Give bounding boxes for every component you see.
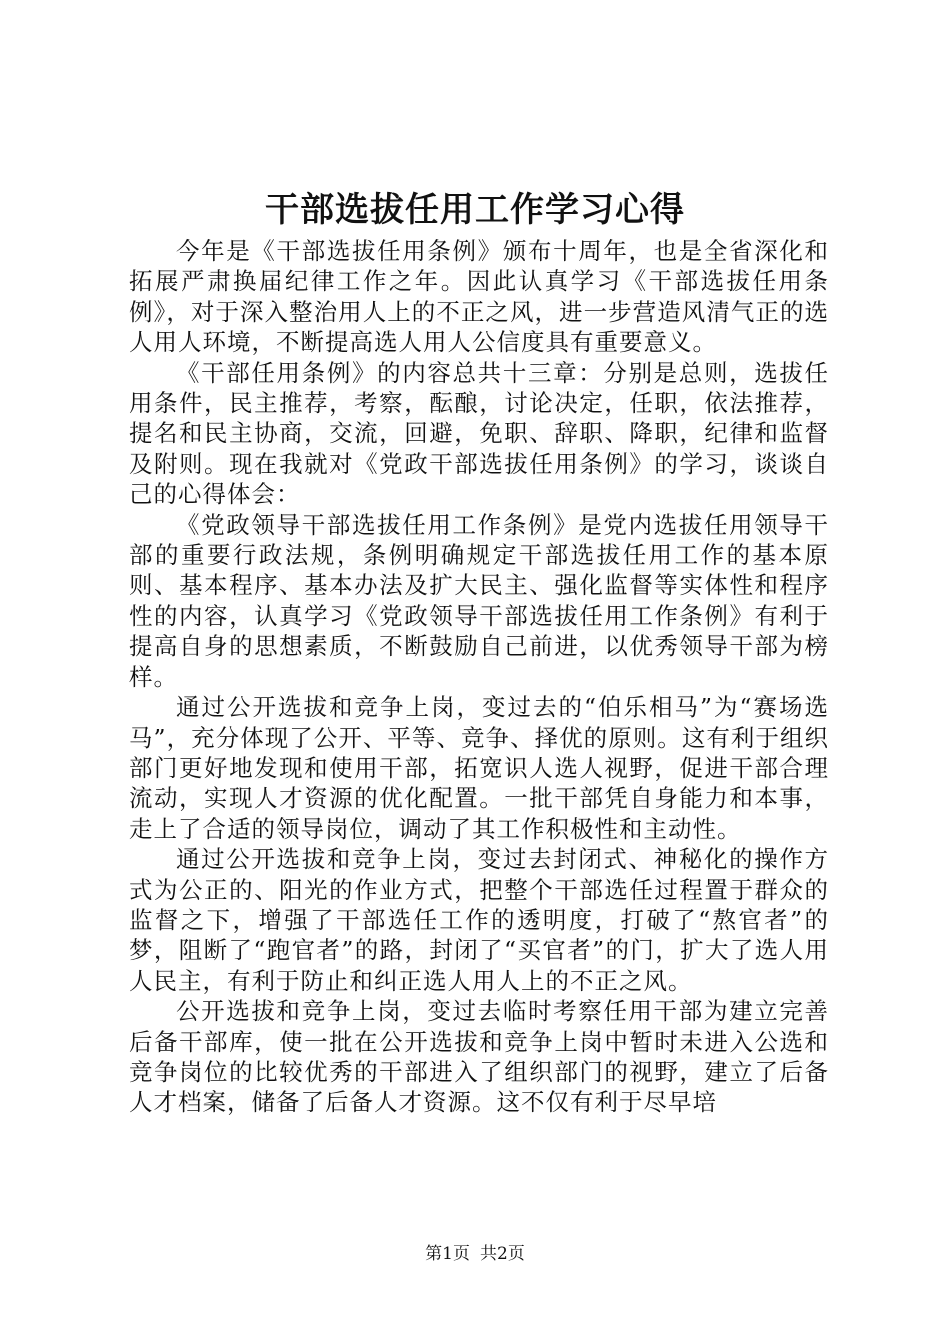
paragraph-1: 今年是《干部选拔任用条例》颁布十周年，也是全省深化和拓展严肃换届纪律工作之年。因此认真学习《干部选拔任用条例》，对于深入整治用人上的不正之风，进一步营造风清气正的选人用人环境，不断提高选人用人公信度具有重要意义。 — [129, 237, 829, 357]
paragraph-6: 公开选拔和竞争上岗，变过去临时考察任用干部为建立完善后备干部库，使一批在公开选拔和竞争上岗中暂时未进入公选和竞争岗位的比较优秀的干部进入了组织部门的视野，建立了后备人才档案，储备了后备人才资源。这不仅有利于尽早培 — [129, 997, 829, 1117]
paragraph-3: 《党政领导干部选拔任用工作条例》是党内选拔任用领导干部的重要行政法规，条例明确规定干部选拔任用工作的基本原则、基本程序、基本办法及扩大民主、强化监督等实体性和程序性的内容，认真学习《党政领导干部选拔任用工作条例》有利于提高自身的思想素质，不断鼓励自己前进，以优秀领导干部为榜样。 — [129, 510, 829, 691]
page-number: 第1页 — [425, 1244, 470, 1264]
document-body — [129, 236, 829, 1118]
document-title: 干部选拔任用工作学习心得 — [265, 190, 685, 230]
page-total: 共2页 — [480, 1244, 525, 1264]
page-footer — [0, 1242, 950, 1266]
paragraph-4: 通过公开选拔和竞争上岗，变过去的“伯乐相马”为“赛场选马”，充分体现了公开、平等、竞争、择优的原则。这有利于组织部门更好地发现和使用干部，拓宽识人选人视野，促进干部合理流动，实现人才资源的优化配置。一批干部凭自身能力和本事，走上了合适的领导岗位，调动了其工作积极性和主动性。 — [129, 693, 829, 843]
paragraph-2: 《干部任用条例》的内容总共十三章：分别是总则，选拔任用条件，民主推荐，考察，酝酿，讨论决定，任职，依法推荐，提名和民主协商，交流，回避，免职、辞职、降职，纪律和监督及附则。现在我就对《党政干部选拔任用条例》的学习，谈谈自己的心得体会： — [129, 358, 829, 509]
paragraph-5: 通过公开选拔和竞争上岗，变过去封闭式、神秘化的操作方式为公正的、阳光的作业方式，把整个干部选任过程置于群众的监督之下，增强了干部选任工作的透明度，打破了“熬官者”的梦，阻断了“跑官者”的路，封闭了“买官者”的门，扩大了选人用人民主，有利于防止和纠正选人用人上的不正之风。 — [129, 845, 829, 995]
